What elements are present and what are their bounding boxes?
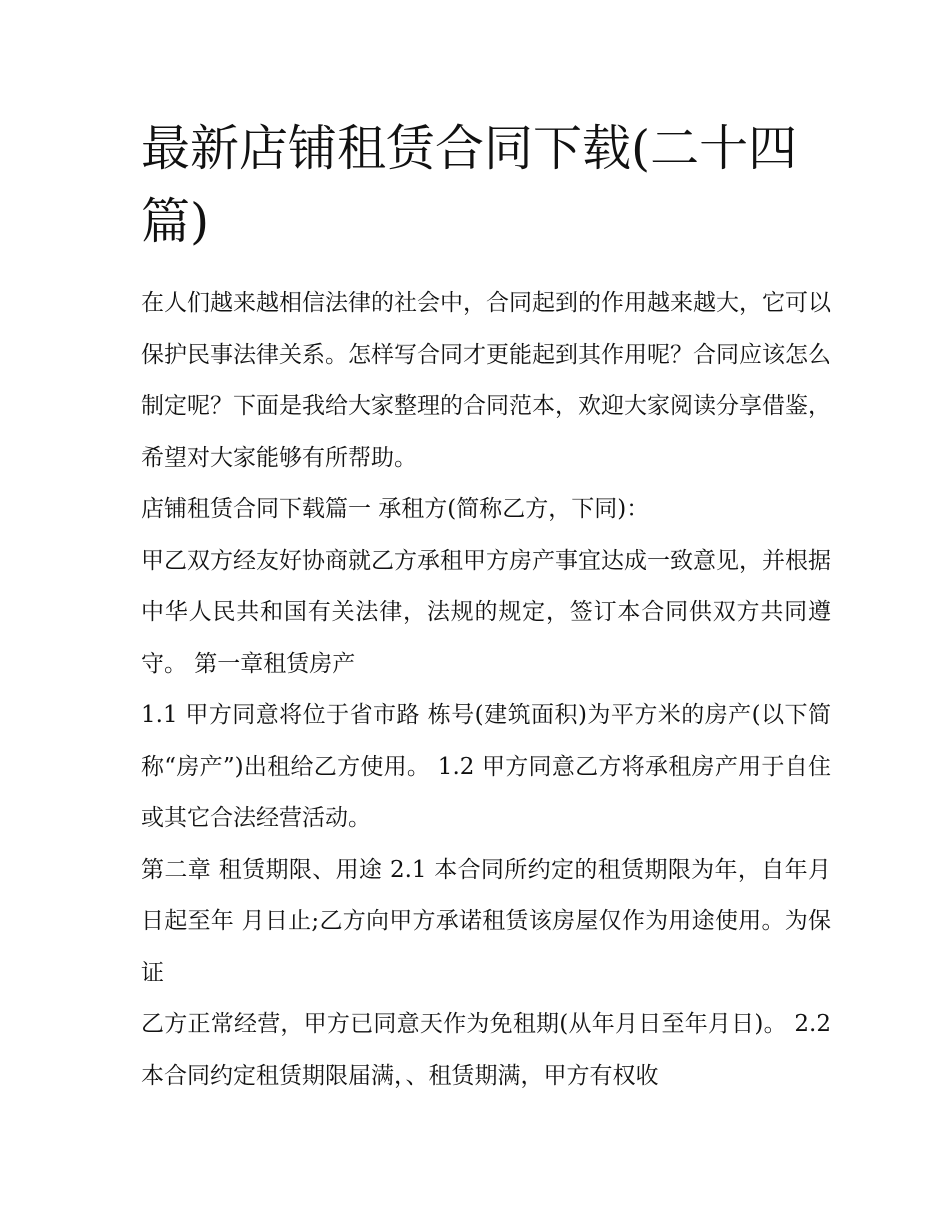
paragraph-list	[141, 278, 831, 1102]
document-body	[141, 112, 831, 1102]
intro-paragraph: 在人们越来越相信法律的社会中，合同起到的作用越来越大，它可以保护民事法律关系。怎样写合同才更能起到其作用呢？合同应该怎么制定呢？下面是我给大家整理的合同范本，欢迎大家阅读分享借鉴，希望对大家能够有所帮助。	[141, 290, 831, 471]
clause-2-continued-paragraph: 乙方正常经营，甲方已同意天作为免租期(从年月日至年月日)。 2.2 本合同约定租赁期限届满，、租赁期满，甲方有权收	[141, 1011, 831, 1089]
section-heading-paragraph: 店铺租赁合同下载篇一 承租方(简称乙方，下同)：	[141, 496, 650, 522]
clause-1-paragraph: 1.1 甲方同意将位于省市路 栋号(建筑面积)为平方米的房产(以下简称“房产”)出租给乙方使用。 1.2 甲方同意乙方将承租房产用于自住或其它合法经营活动。	[141, 702, 831, 831]
clause-2-paragraph: 第二章 租赁期限、用途 2.1 本合同所约定的租赁期限为年，自年月日起至年 月日止;乙方向甲方承诺租赁该房屋仅作为用途使用。为保证	[141, 856, 831, 986]
document-title: 最新店铺租赁合同下载(二十四篇)	[141, 120, 798, 250]
agreement-paragraph: 甲乙双方经友好协商就乙方承租甲方房产事宜达成一致意见，并根据中华人民共和国有关法律，法规的规定，签订本合同供双方共同遵守。 第一章租赁房产	[141, 547, 831, 677]
